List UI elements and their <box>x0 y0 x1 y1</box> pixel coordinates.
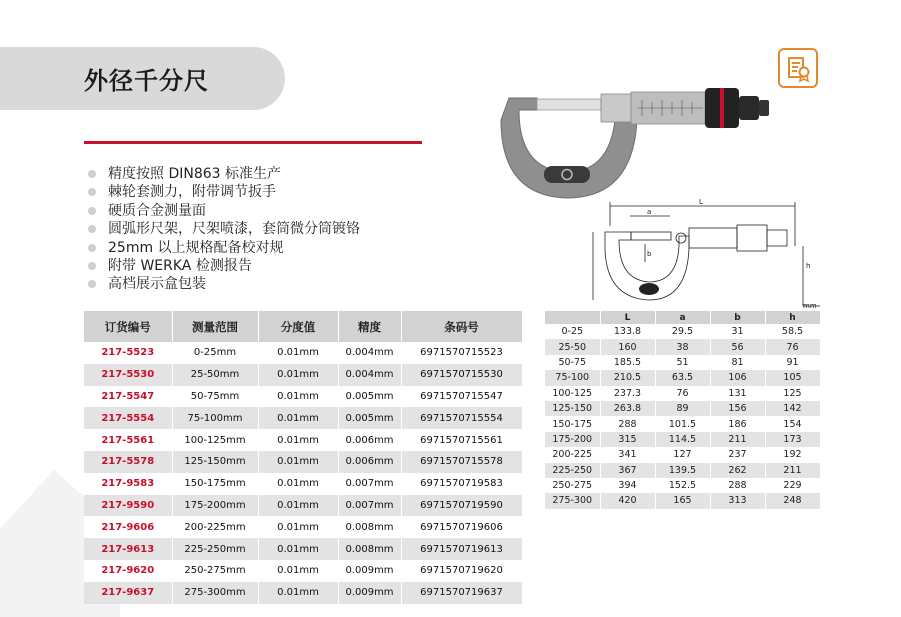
table-cell: 217-9637 <box>84 582 172 604</box>
table-cell: 0.004mm <box>338 364 401 386</box>
table-cell: 156 <box>710 401 765 416</box>
table-cell: 0.006mm <box>338 451 401 473</box>
label-b: b <box>647 250 652 258</box>
header-resolution: 分度值 <box>258 311 338 342</box>
table-cell: 100-125mm <box>172 429 258 451</box>
table-cell: 100-125 <box>545 386 600 401</box>
order-table-header <box>84 311 522 342</box>
table-cell: 133.8 <box>600 324 655 339</box>
table-cell: 225-250mm <box>172 538 258 560</box>
table-cell: 0.007mm <box>338 495 401 517</box>
table-row <box>84 342 522 364</box>
table-cell: 6971570719590 <box>401 495 522 517</box>
table-cell: 0.01mm <box>258 538 338 560</box>
table-row <box>84 473 522 495</box>
table-cell: 0.005mm <box>338 386 401 408</box>
table-cell: 50-75mm <box>172 386 258 408</box>
table-cell: 210.5 <box>600 370 655 385</box>
table-cell: 131 <box>710 386 765 401</box>
order-table <box>84 311 523 604</box>
table-cell: 217-9606 <box>84 516 172 538</box>
table-cell: 165 <box>655 493 710 508</box>
table-cell: 250-275mm <box>172 560 258 582</box>
table-cell: 275-300 <box>545 493 600 508</box>
table-cell: 139.5 <box>655 463 710 478</box>
dimension-table-header <box>545 311 820 324</box>
table-cell: 125-150 <box>545 401 600 416</box>
table-cell: 6971570715578 <box>401 451 522 473</box>
table-cell: 200-225mm <box>172 516 258 538</box>
table-cell: 0-25mm <box>172 342 258 364</box>
table-cell: 217-5554 <box>84 407 172 429</box>
table-row <box>84 560 522 582</box>
table-row <box>545 478 820 493</box>
unit-label: mm <box>803 302 817 310</box>
table-cell: 6971570715530 <box>401 364 522 386</box>
table-cell: 0.01mm <box>258 429 338 451</box>
table-cell: 0.01mm <box>258 495 338 517</box>
table-cell: 0.009mm <box>338 560 401 582</box>
table-cell: 263.8 <box>600 401 655 416</box>
table-cell: 76 <box>655 386 710 401</box>
feature-item: 精度按照 DIN863 标准生产 <box>88 165 360 183</box>
table-cell: 105 <box>765 370 820 385</box>
table-cell: 29.5 <box>655 324 710 339</box>
table-cell: 142 <box>765 401 820 416</box>
table-row <box>84 386 522 408</box>
table-cell: 217-5578 <box>84 451 172 473</box>
table-cell: 175-200mm <box>172 495 258 517</box>
table-cell: 56 <box>710 339 765 354</box>
table-cell: 192 <box>765 447 820 462</box>
table-cell: 154 <box>765 416 820 431</box>
micrometer-photo <box>497 80 797 200</box>
header-size <box>545 311 600 324</box>
table-row <box>545 447 820 462</box>
page-title: 外径千分尺 <box>84 67 209 95</box>
feature-item: 圆弧形尺架，尺架喷漆，套筒微分筒镀铬 <box>88 220 360 238</box>
table-cell: 160 <box>600 339 655 354</box>
header-b: b <box>710 311 765 324</box>
table-cell: 217-9583 <box>84 473 172 495</box>
table-cell: 125 <box>765 386 820 401</box>
table-cell: 217-9613 <box>84 538 172 560</box>
feature-item: 高档展示盒包装 <box>88 275 360 293</box>
table-cell: 6971570719620 <box>401 560 522 582</box>
table-cell: 152.5 <box>655 478 710 493</box>
label-h: h <box>806 262 811 270</box>
table-cell: 0.01mm <box>258 516 338 538</box>
table-cell: 173 <box>765 432 820 447</box>
table-cell: 101.5 <box>655 416 710 431</box>
dimension-table <box>545 311 821 509</box>
table-row <box>545 493 820 508</box>
table-cell: 248 <box>765 493 820 508</box>
table-row <box>545 339 820 354</box>
table-cell: 0.01mm <box>258 560 338 582</box>
table-cell: 114.5 <box>655 432 710 447</box>
feature-list <box>88 165 360 294</box>
table-cell: 25-50 <box>545 339 600 354</box>
table-cell: 237.3 <box>600 386 655 401</box>
table-cell: 6971570719606 <box>401 516 522 538</box>
table-cell: 200-225 <box>545 447 600 462</box>
table-cell: 76 <box>765 339 820 354</box>
table-row <box>84 538 522 560</box>
feature-item: 附带 WERKA 检测报告 <box>88 257 360 275</box>
table-cell: 91 <box>765 355 820 370</box>
table-cell: 0.01mm <box>258 473 338 495</box>
table-cell: 211 <box>710 432 765 447</box>
table-cell: 262 <box>710 463 765 478</box>
table-cell: 211 <box>765 463 820 478</box>
table-cell: 6971570719637 <box>401 582 522 604</box>
table-cell: 31 <box>710 324 765 339</box>
table-cell: 217-5530 <box>84 364 172 386</box>
table-cell: 250-275 <box>545 478 600 493</box>
title-bar <box>0 47 285 110</box>
table-row <box>84 516 522 538</box>
header-order-no: 订货编号 <box>84 311 172 342</box>
feature-item: 棘轮套测力，附带调节扳手 <box>88 183 360 201</box>
table-cell: 25-50mm <box>172 364 258 386</box>
label-a: a <box>647 208 652 216</box>
table-row <box>545 401 820 416</box>
table-row <box>545 324 820 339</box>
table-cell: 0-25 <box>545 324 600 339</box>
table-cell: 367 <box>600 463 655 478</box>
title-divider <box>84 141 422 144</box>
table-cell: 0.004mm <box>338 342 401 364</box>
table-cell: 51 <box>655 355 710 370</box>
table-cell: 420 <box>600 493 655 508</box>
table-row <box>84 429 522 451</box>
table-row <box>545 370 820 385</box>
table-cell: 0.006mm <box>338 429 401 451</box>
label-L: L <box>699 198 703 206</box>
table-row <box>545 416 820 431</box>
table-cell: 217-9590 <box>84 495 172 517</box>
table-cell: 6971570715523 <box>401 342 522 364</box>
table-cell: 217-5523 <box>84 342 172 364</box>
table-cell: 217-5561 <box>84 429 172 451</box>
feature-item: 25mm 以上规格配备校对规 <box>88 239 360 257</box>
feature-item: 硬质合金测量面 <box>88 202 360 220</box>
table-row <box>84 582 522 604</box>
table-cell: 341 <box>600 447 655 462</box>
table-cell: 63.5 <box>655 370 710 385</box>
table-cell: 313 <box>710 493 765 508</box>
table-cell: 186 <box>710 416 765 431</box>
table-cell: 217-9620 <box>84 560 172 582</box>
table-cell: 225-250 <box>545 463 600 478</box>
table-row <box>545 432 820 447</box>
table-cell: 0.01mm <box>258 342 338 364</box>
table-cell: 288 <box>710 478 765 493</box>
header-range: 测量范围 <box>172 311 258 342</box>
table-row <box>84 495 522 517</box>
table-cell: 217-5547 <box>84 386 172 408</box>
table-row <box>545 386 820 401</box>
table-cell: 6971570715561 <box>401 429 522 451</box>
table-cell: 288 <box>600 416 655 431</box>
table-cell: 175-200 <box>545 432 600 447</box>
table-cell: 38 <box>655 339 710 354</box>
table-cell: 0.01mm <box>258 386 338 408</box>
table-cell: 0.01mm <box>258 451 338 473</box>
table-cell: 127 <box>655 447 710 462</box>
table-row <box>545 355 820 370</box>
table-row <box>545 463 820 478</box>
table-cell: 315 <box>600 432 655 447</box>
table-cell: 237 <box>710 447 765 462</box>
table-cell: 0.009mm <box>338 582 401 604</box>
table-cell: 125-150mm <box>172 451 258 473</box>
header-a: a <box>655 311 710 324</box>
header-accuracy: 精度 <box>338 311 401 342</box>
table-cell: 75-100 <box>545 370 600 385</box>
table-row <box>84 451 522 473</box>
table-cell: 0.008mm <box>338 538 401 560</box>
table-cell: 50-75 <box>545 355 600 370</box>
table-cell: 185.5 <box>600 355 655 370</box>
table-cell: 0.01mm <box>258 364 338 386</box>
table-cell: 0.01mm <box>258 407 338 429</box>
table-cell: 0.008mm <box>338 516 401 538</box>
table-cell: 229 <box>765 478 820 493</box>
table-cell: 75-100mm <box>172 407 258 429</box>
header-h: h <box>765 311 820 324</box>
header-L: L <box>600 311 655 324</box>
table-cell: 0.01mm <box>258 582 338 604</box>
table-cell: 0.007mm <box>338 473 401 495</box>
header-barcode: 条码号 <box>401 311 522 342</box>
table-cell: 58.5 <box>765 324 820 339</box>
table-cell: 6971570715554 <box>401 407 522 429</box>
table-row <box>84 364 522 386</box>
table-row <box>84 407 522 429</box>
dimension-drawing <box>585 196 820 311</box>
table-cell: 89 <box>655 401 710 416</box>
table-cell: 394 <box>600 478 655 493</box>
table-cell: 150-175mm <box>172 473 258 495</box>
table-cell: 6971570719613 <box>401 538 522 560</box>
table-cell: 106 <box>710 370 765 385</box>
table-cell: 81 <box>710 355 765 370</box>
table-cell: 6971570715547 <box>401 386 522 408</box>
table-cell: 275-300mm <box>172 582 258 604</box>
table-cell: 150-175 <box>545 416 600 431</box>
table-cell: 0.005mm <box>338 407 401 429</box>
table-cell: 6971570719583 <box>401 473 522 495</box>
